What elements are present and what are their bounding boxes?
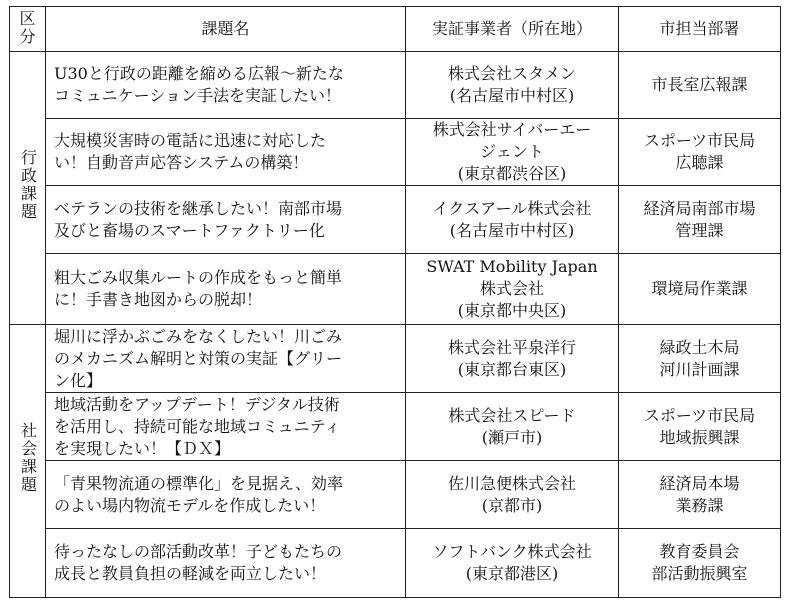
issue-title-line: のメカニズム解明と対策の実証【グリー [54, 348, 343, 368]
issue-title-cell [46, 254, 406, 325]
table-row [10, 119, 781, 186]
company-line: (京都市) [481, 495, 543, 515]
issue-title-cell [46, 461, 406, 529]
issue-title-line: U30と行政の距離を縮める広報～新たな [54, 64, 344, 83]
issue-title-cell [46, 119, 406, 186]
department-cell [619, 119, 781, 186]
project-table [9, 6, 781, 598]
company-line: 株式会社平泉洋行 [447, 337, 576, 357]
issue-title-line: に！手書き地図からの脱却！ [54, 290, 263, 309]
company-line: 株式会社スピード [448, 405, 576, 425]
company-cell [406, 461, 619, 529]
issue-title-cell [46, 393, 406, 461]
section-category [10, 325, 46, 598]
company-cell [406, 254, 619, 325]
department-line: 経済局本場 [659, 473, 740, 493]
company-line: (瀬戸市) [481, 427, 543, 447]
company-line: 佐川急便株式会社 [447, 473, 576, 493]
company-line: 株式会社スタメン [447, 64, 576, 83]
department-line: 緑政土木局 [659, 337, 740, 357]
company-cell [406, 393, 619, 461]
department-cell [619, 186, 781, 254]
company-line: 株式会社 [479, 279, 544, 298]
table-row [10, 186, 781, 254]
issue-title-line: を実現したい！【ＤＸ】 [54, 438, 231, 458]
company-cell [406, 119, 619, 186]
table-row [10, 393, 781, 461]
issue-title-cell [46, 325, 406, 393]
company-line: イクスアール株式会社 [432, 198, 592, 218]
company-cell [406, 529, 619, 598]
company-line: (東京都中央区) [457, 301, 567, 320]
company-line: ソフトバンク株式会社 [432, 542, 592, 561]
company-line: (名古屋市中村区) [449, 220, 575, 240]
department-line: 部活動振興室 [651, 564, 748, 583]
company-line: (名古屋市中村区) [449, 86, 575, 105]
issue-title-line: を活用し、持続可能な地域コミュニティ [54, 416, 341, 436]
department-cell [619, 325, 781, 393]
issue-title-line: ベテランの技術を継承したい！南部市場 [54, 198, 343, 218]
table-row [10, 325, 781, 393]
header-row [10, 7, 781, 52]
company-line: (東京都渋谷区) [457, 164, 567, 183]
department-line: 河川計画課 [659, 359, 740, 379]
company-line: 株式会社サイバーエー [432, 120, 592, 139]
department-line: 地域振興課 [659, 427, 740, 447]
department-line: スポーツ市民局 [643, 405, 756, 425]
header-department: 市担当部署 [619, 7, 781, 52]
section-category-label: 行政課題 [18, 149, 38, 221]
company-cell [406, 52, 619, 119]
issue-title-cell [46, 186, 406, 254]
issue-title-line: い！自動音声応答システムの構築！ [54, 153, 309, 172]
company-line: ジェント [480, 142, 544, 161]
issue-title-line: 成長と教員負担の軽減を両立したい！ [54, 564, 327, 583]
header-category-line1: 区 [19, 9, 36, 28]
issue-title-line: のよい場内物流モデルを作成したい！ [54, 495, 326, 515]
department-line: スポーツ市民局 [643, 131, 756, 150]
department-line: 管理課 [675, 220, 724, 240]
department-cell [619, 461, 781, 529]
issue-title-line: 大規模災害時の電話に迅速に対応した [54, 131, 327, 150]
issue-title-line: 地域活動をアップデート！デジタル技術 [54, 394, 340, 414]
issue-title-line: 及びと畜場のスマートファクトリー化 [54, 220, 325, 240]
section-category [10, 52, 46, 325]
company-cell [406, 325, 619, 393]
department-line: 教育委員会 [659, 542, 740, 561]
department-line: 環境局作業課 [651, 279, 748, 298]
table-body [10, 52, 781, 598]
header-company: 実証事業者（所在地） [406, 7, 619, 52]
issue-title-line: コミュニケーション手法を実証したい！ [54, 86, 342, 105]
department-cell [619, 529, 781, 598]
department-line: 市長室広報課 [651, 75, 748, 94]
department-cell [619, 393, 781, 461]
issue-title-line: 「青果物流通の標準化」を見据え、効率 [54, 473, 343, 493]
department-line: 経済局南部市場 [643, 198, 756, 218]
department-line: 広聴課 [675, 153, 724, 172]
department-cell [619, 52, 781, 119]
company-line: (東京都台東区) [457, 359, 567, 379]
issue-title-line: 堀川に浮かぶごみをなくしたい！川ごみ [54, 326, 343, 346]
header-category [10, 7, 46, 52]
issue-title-line: 粗大ごみ収集ルートの作成をもっと簡単 [54, 268, 343, 287]
issue-title-line: ン化】 [54, 370, 103, 390]
table-row [10, 52, 781, 119]
table-row [10, 254, 781, 325]
department-line: 業務課 [675, 495, 724, 515]
table-row [10, 529, 781, 598]
header-title: 課題名 [46, 7, 406, 52]
header-category-line2: 分 [19, 27, 36, 46]
department-cell [619, 254, 781, 325]
issue-title-cell [46, 52, 406, 119]
section-category-label: 社会課題 [18, 422, 38, 494]
document-body [9, 6, 781, 598]
company-line: SWAT Mobility Japan [426, 257, 598, 276]
table-row [10, 461, 781, 529]
company-cell [406, 186, 619, 254]
issue-title-cell [46, 529, 406, 598]
issue-title-line: 待ったなしの部活動改革！子どもたちの [54, 542, 343, 561]
company-line: (東京都港区) [465, 564, 559, 583]
